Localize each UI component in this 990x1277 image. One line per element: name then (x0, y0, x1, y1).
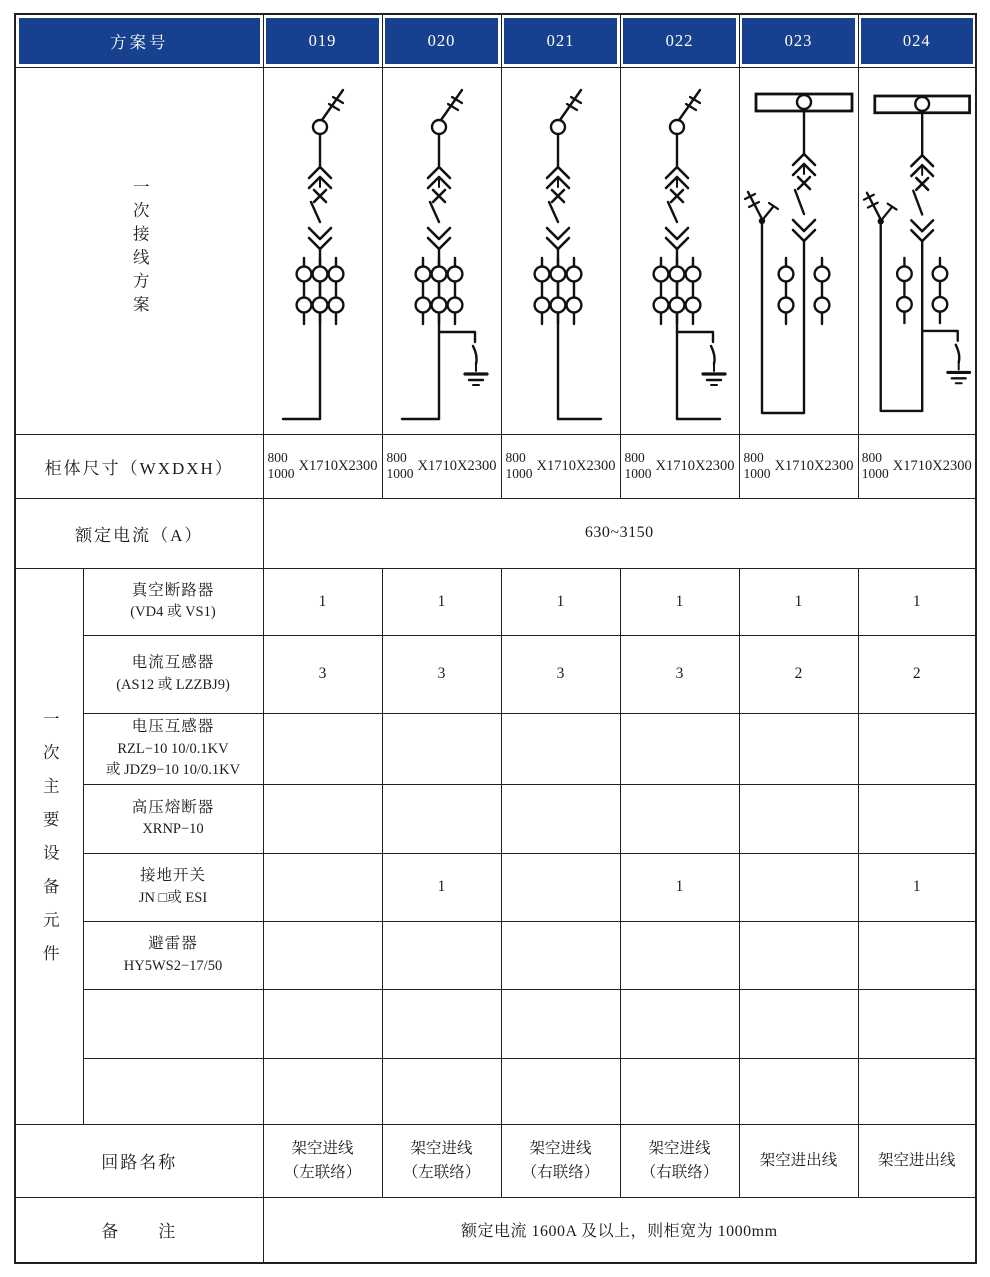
equipment-row (15, 921, 976, 989)
scheme-number: 020 (385, 18, 498, 65)
equipment-count-cell (382, 989, 501, 1058)
scheme-number: 019 (266, 18, 379, 65)
scheme-header-label: 方案号 (19, 18, 261, 65)
equipment-count-cell (858, 713, 976, 784)
equipment-count-cell (382, 921, 501, 989)
equipment-name-cell (83, 1058, 263, 1124)
circuit-name-cell: 架空进线 （右联络） (620, 1124, 739, 1197)
cabinet-size-row (15, 434, 976, 498)
equipment-count-cell (620, 713, 739, 784)
equipment-count-cell: 1 (620, 568, 739, 635)
rated-current-value: 630~3150 (263, 498, 976, 568)
equipment-count-cell: 1 (501, 568, 620, 635)
diagram-cell-022 (620, 67, 739, 434)
equipment-count-cell: 2 (858, 635, 976, 713)
cabinet-size-cell: 800 1000 X1710X2300 (382, 434, 501, 498)
equipment-count-cell (739, 989, 858, 1058)
wiring-diagram-row (15, 67, 976, 434)
equipment-name-cell: 电流互感器 (AS12 或 LZZBJ9) (83, 635, 263, 713)
cabinet-size-cell (263, 434, 382, 498)
equipment-name-cell: 避雷器 HY5WS2−17/50 (83, 921, 263, 989)
cabinet-width-1000: 1000 (267, 466, 295, 481)
equipment-count-cell (620, 784, 739, 853)
equipment-count-cell (620, 1058, 739, 1124)
equipment-count-cell (620, 921, 739, 989)
equipment-count-cell (263, 784, 382, 853)
equipment-row (15, 713, 976, 784)
diagram-cell-020 (382, 67, 501, 434)
equipment-count-cell (501, 921, 620, 989)
equipment-row-empty (15, 989, 976, 1058)
cabinet-size-cell: 800 1000 X1710X2300 (739, 434, 858, 498)
rated-current-row (15, 498, 976, 568)
circuit-diagram-022 (621, 68, 739, 434)
equipment-row-empty (15, 1058, 976, 1124)
cabinet-size-label: 柜体尺寸（WXDXH） (15, 434, 263, 498)
scheme-number: 024 (861, 18, 973, 65)
wiring-row-label-cell (15, 67, 263, 434)
equipment-count-cell (263, 853, 382, 921)
circuit-name-cell: 架空进线 （左联络） (263, 1124, 382, 1197)
equipment-section-label: 一次主要设备元件 (40, 709, 60, 978)
rated-current-label: 额定电流（A） (15, 498, 263, 568)
circuit-name-label: 回路名称 (15, 1124, 263, 1197)
equipment-row (15, 853, 976, 921)
equipment-count-cell: 1 (739, 568, 858, 635)
equipment-count-cell (501, 1058, 620, 1124)
equipment-count-cell (263, 921, 382, 989)
equipment-count-cell (620, 989, 739, 1058)
circuit-name-cell: 架空进出线 (858, 1124, 976, 1197)
circuit-diagram-019 (264, 68, 382, 434)
equipment-count-cell (858, 989, 976, 1058)
equipment-name-cell: 高压熔断器 XRNP−10 (83, 784, 263, 853)
equipment-count-cell (501, 713, 620, 784)
header-row (15, 14, 976, 67)
equipment-section-label-cell (15, 568, 83, 1124)
equipment-count-cell: 1 (858, 568, 976, 635)
scheme-number: 022 (623, 18, 736, 65)
equipment-count-cell (858, 921, 976, 989)
equipment-row (15, 568, 976, 635)
equipment-name-cell: 接地开关 JN □或 ESI (83, 853, 263, 921)
equipment-count-cell (382, 713, 501, 784)
diagram-cell-021 (501, 67, 620, 434)
equipment-count-cell (739, 1058, 858, 1124)
cabinet-size-suffix: X1710X2300 (298, 457, 378, 474)
equipment-name-cell: 真空断路器 (VD4 或 VS1) (83, 568, 263, 635)
equipment-count-cell (263, 1058, 382, 1124)
equipment-count-cell (858, 1058, 976, 1124)
diagram-cell-019 (263, 67, 382, 434)
scheme-header-cell (15, 14, 263, 67)
cabinet-size-cell: 800 1000 X1710X2300 (620, 434, 739, 498)
equipment-count-cell: 1 (382, 853, 501, 921)
equipment-count-cell: 2 (739, 635, 858, 713)
equipment-count-cell (739, 853, 858, 921)
equipment-count-cell (858, 784, 976, 853)
equipment-count-cell: 1 (858, 853, 976, 921)
equipment-count-cell: 1 (620, 853, 739, 921)
cabinet-size-cell: 800 1000 X1710X2300 (501, 434, 620, 498)
equipment-name-cell: 电压互感器 RZL−10 10/0.1KV 或 JDZ9−10 10/0.1KV (83, 713, 263, 784)
circuit-name-row (15, 1124, 976, 1197)
circuit-name-cell: 架空进线 （左联络） (382, 1124, 501, 1197)
equipment-row (15, 635, 976, 713)
equipment-count-cell (501, 989, 620, 1058)
scheme-number-cell (858, 14, 976, 67)
wiring-row-label: 一次接线方案 (130, 177, 150, 319)
scheme-number-cell (263, 14, 382, 67)
circuit-diagram-024 (859, 68, 976, 434)
diagram-cell-024 (858, 67, 976, 434)
scheme-number-cell (739, 14, 858, 67)
circuit-name-cell: 架空进出线 (739, 1124, 858, 1197)
scheme-number: 023 (742, 18, 855, 65)
equipment-count-cell (263, 989, 382, 1058)
scheme-number: 021 (504, 18, 617, 65)
switchgear-spec-table (14, 13, 977, 1264)
equipment-count-cell: 1 (263, 568, 382, 635)
cabinet-width-800: 800 (267, 449, 288, 465)
scheme-number-cell (382, 14, 501, 67)
circuit-diagram-020 (383, 68, 501, 434)
equipment-row (15, 784, 976, 853)
scheme-number-cell (501, 14, 620, 67)
equipment-count-cell (739, 713, 858, 784)
equipment-count-cell: 3 (382, 635, 501, 713)
equipment-count-cell (382, 784, 501, 853)
equipment-count-cell: 1 (382, 568, 501, 635)
equipment-count-cell: 3 (620, 635, 739, 713)
cabinet-size-cell: 800 1000 X1710X2300 (858, 434, 976, 498)
equipment-count-cell (739, 784, 858, 853)
scheme-number-cell (620, 14, 739, 67)
equipment-count-cell (263, 713, 382, 784)
equipment-count-cell: 3 (501, 635, 620, 713)
equipment-name-cell (83, 989, 263, 1058)
equipment-count-cell (739, 921, 858, 989)
equipment-count-cell (501, 853, 620, 921)
remark-row (15, 1197, 976, 1263)
equipment-count-cell (382, 1058, 501, 1124)
circuit-diagram-023 (740, 68, 858, 434)
equipment-count-cell: 3 (263, 635, 382, 713)
equipment-count-cell (501, 784, 620, 853)
circuit-diagram-021 (502, 68, 620, 434)
circuit-name-cell: 架空进线 （右联络） (501, 1124, 620, 1197)
remark-label: 备 注 (15, 1197, 263, 1263)
diagram-cell-023 (739, 67, 858, 434)
remark-value: 额定电流 1600A 及以上，则柜宽为 1000mm (263, 1197, 976, 1263)
